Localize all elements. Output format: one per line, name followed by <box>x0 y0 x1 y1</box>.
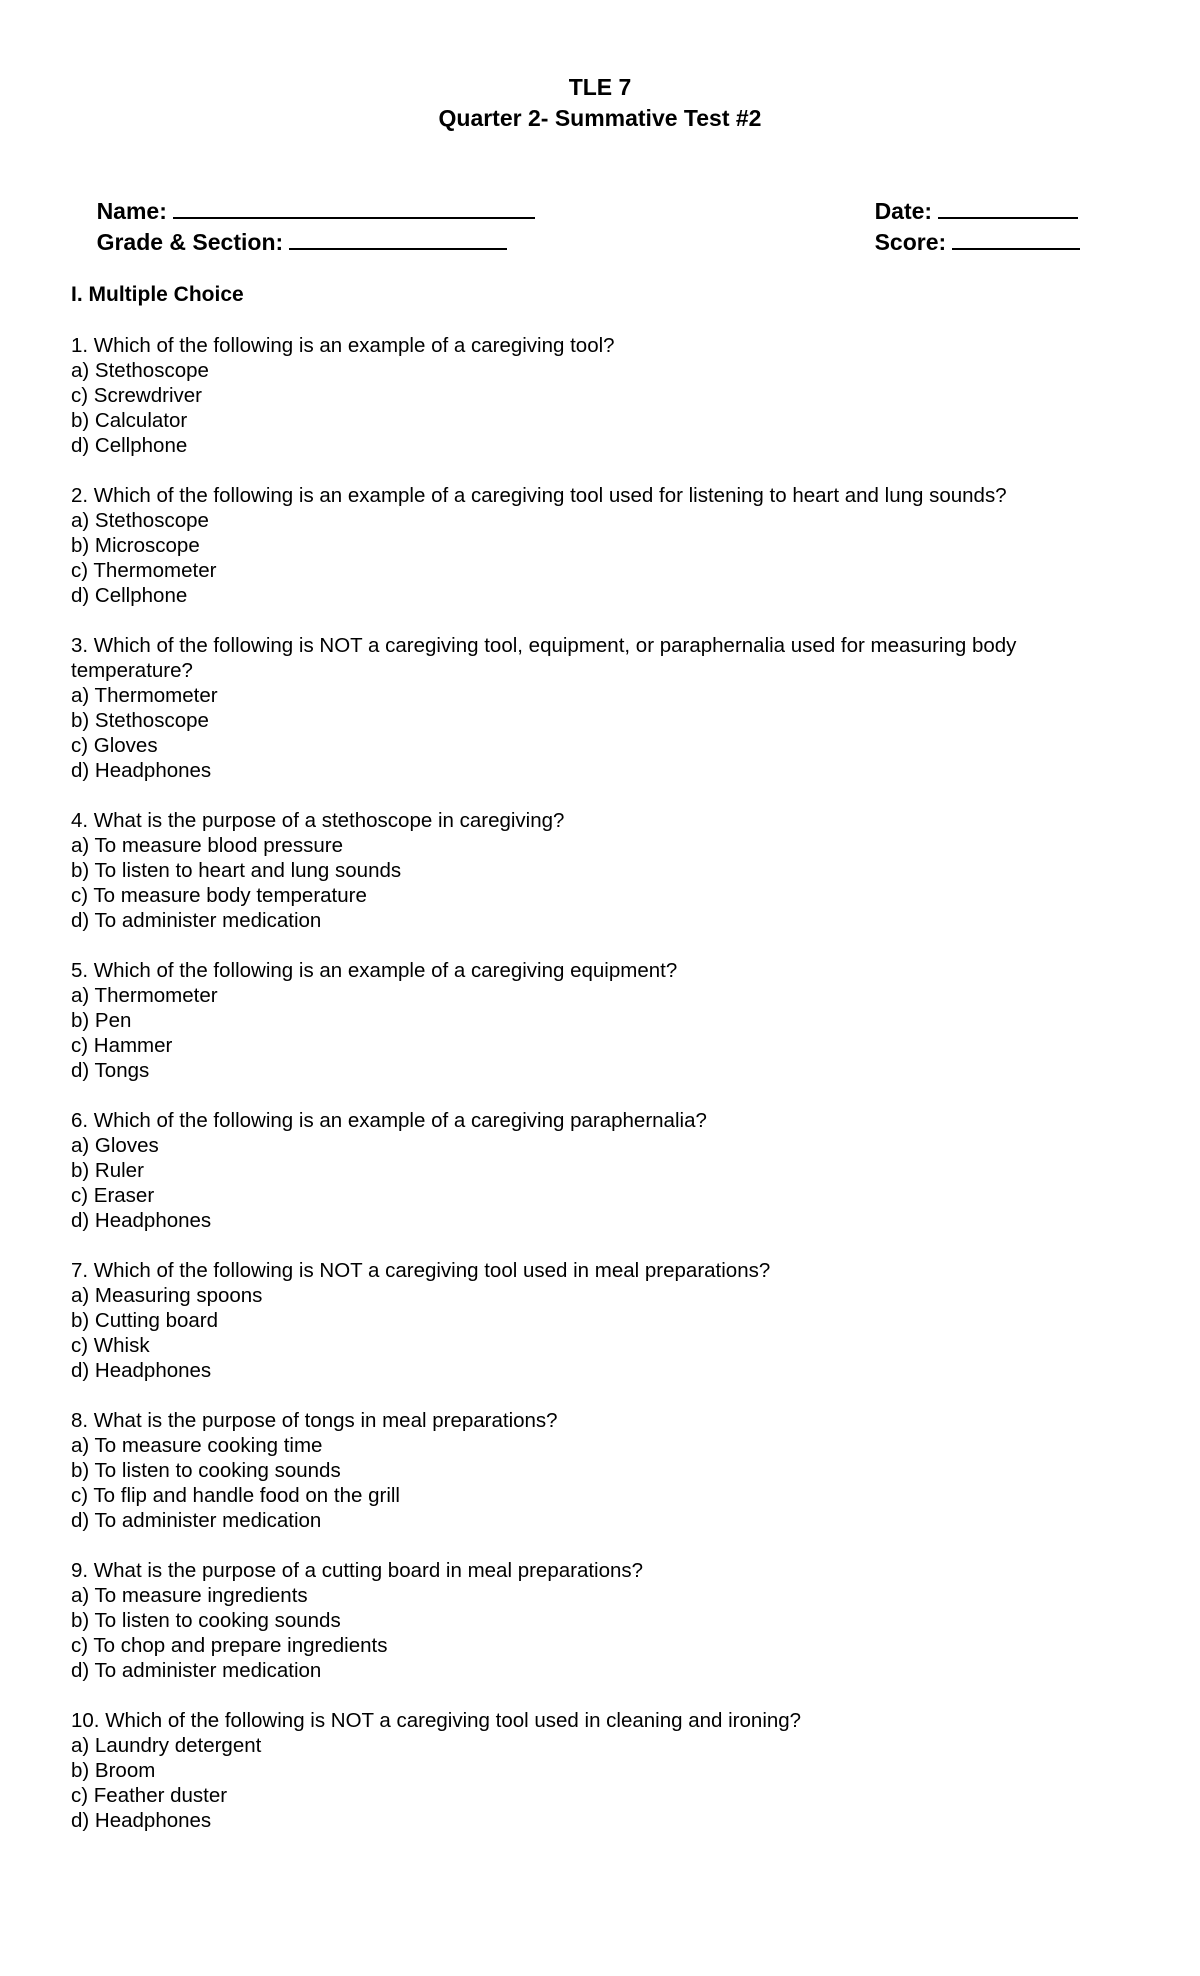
answer-option: a) To measure blood pressure <box>71 834 343 857</box>
question-2 <box>71 483 1131 608</box>
question-8 <box>71 1408 1131 1533</box>
answer-option: d) Cellphone <box>71 584 188 607</box>
answer-option: c) Screwdriver <box>71 384 202 407</box>
answer-option: b) Microscope <box>71 534 200 557</box>
question-stem: 3. Which of the following is NOT a caregiving tool, equipment, or paraphernalia used for measuring body temperature? <box>71 634 1017 682</box>
question-10 <box>71 1708 1131 1833</box>
date-label: Date: <box>874 198 933 224</box>
answer-option: a) Gloves <box>71 1134 159 1157</box>
answer-option: a) To measure ingredients <box>71 1584 308 1607</box>
question-stem: 5. Which of the following is an example of a caregiving equipment? <box>71 959 678 982</box>
answer-option: d) Headphones <box>71 1809 212 1832</box>
score-blank-line <box>952 228 1080 250</box>
answer-option: a) Thermometer <box>71 984 218 1007</box>
answer-option: b) Broom <box>71 1759 156 1782</box>
answer-option: c) Whisk <box>71 1334 150 1357</box>
answer-option: d) Cellphone <box>71 434 188 457</box>
answer-option: a) Stethoscope <box>71 509 209 532</box>
answer-option: d) Tongs <box>71 1059 150 1082</box>
answer-option: a) Thermometer <box>71 684 218 707</box>
answer-option: b) Stethoscope <box>71 709 209 732</box>
question-stem: 10. Which of the following is NOT a caregiving tool used in cleaning and ironing? <box>71 1709 802 1732</box>
answer-option: b) Calculator <box>71 409 188 432</box>
answer-option: b) Ruler <box>71 1159 144 1182</box>
answer-option: c) To chop and prepare ingredients <box>71 1634 388 1657</box>
answer-option: b) Pen <box>71 1009 132 1032</box>
answer-option: b) To listen to cooking sounds <box>71 1459 341 1482</box>
grade-section-label: Grade & Section: <box>96 229 284 255</box>
answer-option: a) Measuring spoons <box>71 1284 263 1307</box>
question-stem: 1. Which of the following is an example of a caregiving tool? <box>71 334 615 357</box>
answer-option: c) Thermometer <box>71 559 217 582</box>
question-stem: 4. What is the purpose of a stethoscope in caregiving? <box>71 809 565 832</box>
answer-option: c) Gloves <box>71 734 158 757</box>
answer-option: a) Laundry detergent <box>71 1734 262 1757</box>
answer-option: b) Cutting board <box>71 1309 219 1332</box>
question-3 <box>71 633 1131 783</box>
question-stem: 6. Which of the following is an example of a caregiving paraphernalia? <box>71 1109 707 1132</box>
question-1 <box>71 333 1131 458</box>
answer-option: d) To administer medication <box>71 909 322 932</box>
question-stem: 9. What is the purpose of a cutting board in meal preparations? <box>71 1559 644 1582</box>
answer-option: d) Headphones <box>71 1359 212 1382</box>
grade-section-field <box>71 197 507 287</box>
question-9 <box>71 1558 1131 1683</box>
answer-option: d) Headphones <box>71 1209 212 1232</box>
subject-title: TLE 7 <box>568 74 632 100</box>
grade-section-blank-line <box>289 228 507 250</box>
answer-option: c) To measure body temperature <box>71 884 367 907</box>
answer-option: c) Eraser <box>71 1184 155 1207</box>
answer-option: c) Hammer <box>71 1034 173 1057</box>
answer-option: c) To flip and handle food on the grill <box>71 1484 400 1507</box>
question-list <box>71 333 1131 1858</box>
question-6 <box>71 1108 1131 1233</box>
answer-option: a) To measure cooking time <box>71 1434 323 1457</box>
question-stem: 7. Which of the following is NOT a caregiving tool used in meal preparations? <box>71 1259 771 1282</box>
question-stem: 2. Which of the following is an example of a caregiving tool used for listening to heart and lung sounds? <box>71 484 1007 507</box>
question-4 <box>71 808 1131 933</box>
score-label: Score: <box>874 229 947 255</box>
answer-option: b) To listen to heart and lung sounds <box>71 859 402 882</box>
answer-option: d) Headphones <box>71 759 212 782</box>
question-stem: 8. What is the purpose of tongs in meal preparations? <box>71 1409 558 1432</box>
answer-option: a) Stethoscope <box>71 359 209 382</box>
section-title: I. Multiple Choice <box>71 283 244 306</box>
test-title: Quarter 2- Summative Test #2 <box>438 105 762 131</box>
answer-option: d) To administer medication <box>71 1509 322 1532</box>
answer-option: d) To administer medication <box>71 1659 322 1682</box>
name-label: Name: <box>96 198 167 224</box>
question-7 <box>71 1258 1131 1383</box>
score-field <box>849 197 1080 287</box>
answer-option: c) Feather duster <box>71 1784 228 1807</box>
answer-option: b) To listen to cooking sounds <box>71 1609 341 1632</box>
question-5 <box>71 958 1131 1083</box>
